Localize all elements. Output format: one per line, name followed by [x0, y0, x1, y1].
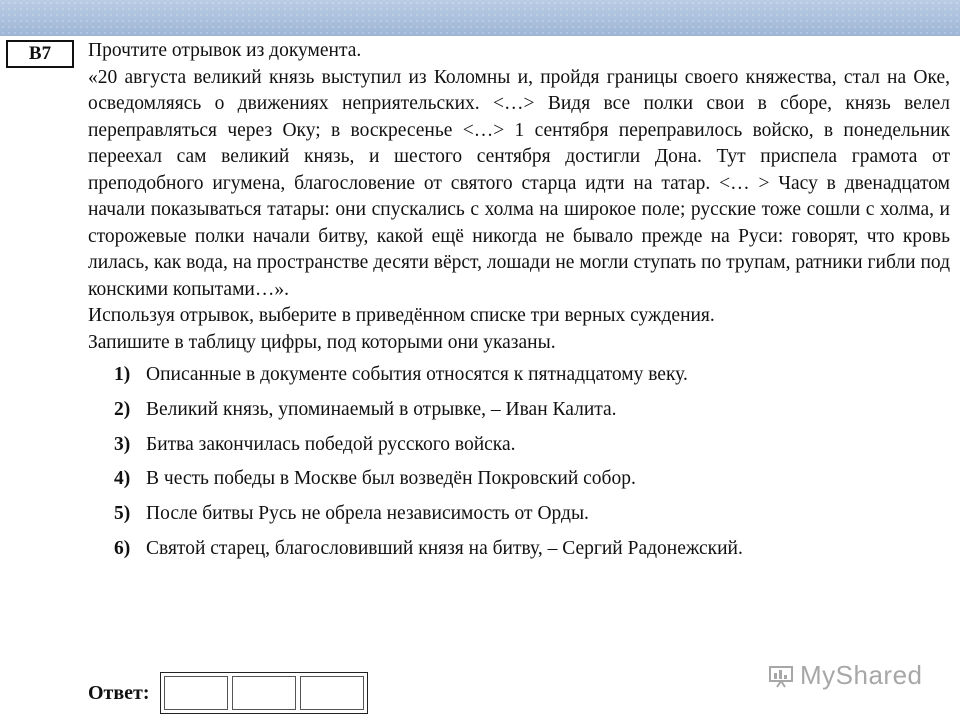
- answer-cell-3[interactable]: [300, 676, 364, 710]
- answer-row: [88, 670, 368, 716]
- answer-label: Ответ:: [88, 681, 150, 704]
- option-5: [114, 501, 950, 528]
- answer-table: [160, 672, 368, 714]
- watermark: [768, 660, 923, 691]
- option-1: [114, 362, 950, 389]
- options-list: [88, 362, 950, 562]
- option-3: [114, 432, 950, 459]
- option-6: [114, 536, 950, 563]
- option-text: В честь победы в Москве был возведён Покровский собор.: [146, 468, 636, 490]
- option-number: 3): [114, 433, 131, 455]
- option-number: 2): [114, 398, 131, 420]
- task-number: B7: [6, 40, 74, 68]
- option-2: [114, 397, 950, 424]
- option-number: 1): [114, 364, 131, 385]
- watermark-text: MyShared: [800, 660, 923, 690]
- option-text: Великий князь, упоминаемый в отрывке, – Иван Калита.: [146, 398, 617, 420]
- question-line-2: Запишите в таблицу цифры, под которыми они указаны.: [88, 331, 556, 353]
- task-intro: Прочтите отрывок из документа.: [88, 40, 362, 61]
- presentation-icon: [768, 663, 794, 689]
- option-4: [114, 466, 950, 493]
- option-number: 5): [114, 503, 131, 525]
- task-content: [88, 38, 950, 571]
- answer-cell-1[interactable]: [164, 676, 228, 710]
- option-text: Святой старец, благословивший князя на битву, – Сергий Радонежский.: [146, 537, 743, 559]
- question-line-1: Используя отрывок, выберите в приведённом списке три верных суждения.: [88, 305, 715, 326]
- header-band: [0, 0, 960, 36]
- option-number: 4): [114, 468, 131, 490]
- answer-cell-2[interactable]: [232, 676, 296, 710]
- option-number: 6): [114, 537, 131, 559]
- document-excerpt: «20 августа великий князь выступил из Коломны и, пройдя границы своего княжества, стал на Оке, осведомляясь о движениях неприятельских. <…> Видя все полки свои в сборе, князь велел переправляться через Оку; в воскресенье <…> 1 сентября переправилось войско, в понедельник переехал сам великий князь, и шестого сентября достигли Дона. Тут приспела грамота от преподобного игумена, благословение от святого старца идти на татар. <… > Часу в двенадцатом начали показываться татары: они спускались с холма на широкое поле; русские тоже сошли с холма, и сторожевые полки начали битву, какой ещё никогда не бывало прежде на Руси: говорят, что кровь лилась, как вода, на пространстве десяти вёрст, лошади не могли ступать по трупам, ратники гибли под конскими копытами…».: [88, 66, 950, 300]
- option-text: Битва закончилась победой русского войска.: [146, 433, 516, 455]
- option-text: Описанные в документе события относятся к пятнадцатому веку.: [146, 364, 688, 385]
- option-text: После битвы Русь не обрела независимость от Орды.: [146, 503, 589, 525]
